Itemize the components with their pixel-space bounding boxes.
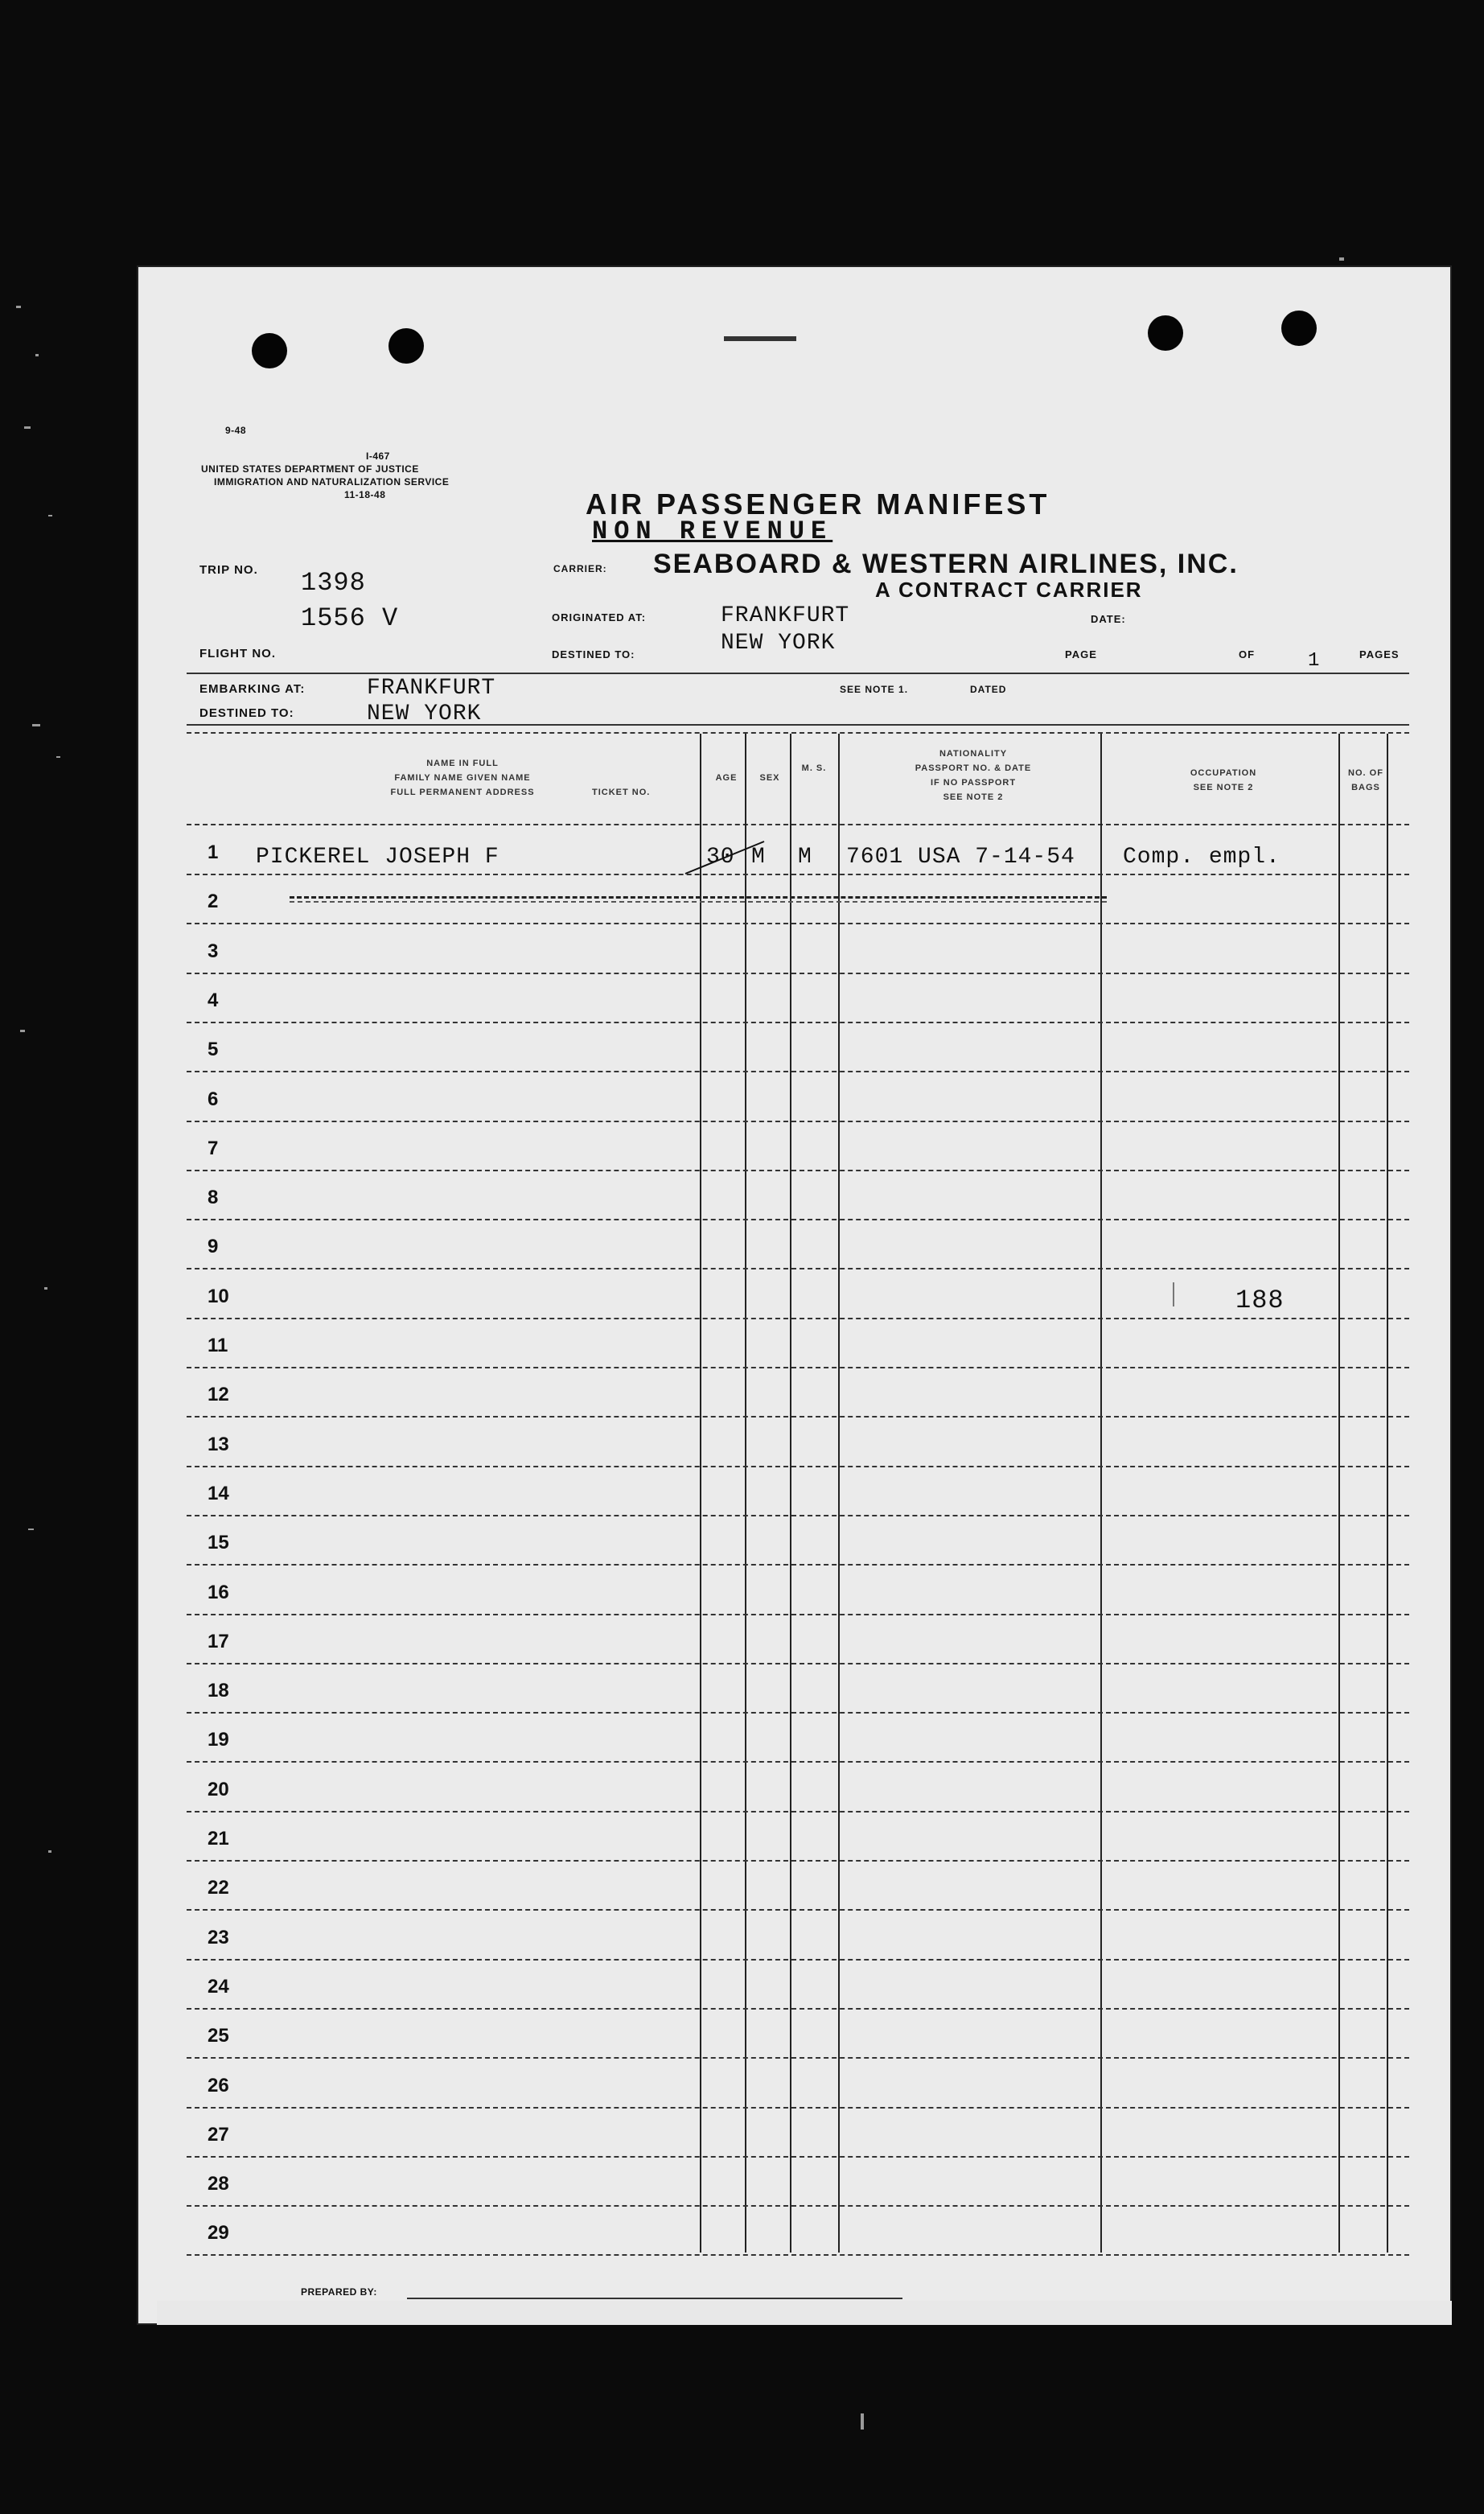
column-header-ms: M. S. xyxy=(801,763,827,773)
row-rule xyxy=(187,2057,1409,2059)
row-rule xyxy=(187,1761,1409,1763)
row-number: 10 xyxy=(208,1285,229,1307)
row-number: 20 xyxy=(208,1778,229,1800)
row-number: 16 xyxy=(208,1581,229,1603)
punch-hole-4 xyxy=(1281,311,1317,346)
row-number: 8 xyxy=(208,1187,219,1209)
page-total: 1 xyxy=(1308,650,1321,672)
row-rule xyxy=(187,1712,1409,1714)
punch-hole-3 xyxy=(1148,315,1183,351)
row-number: 6 xyxy=(208,1088,219,1110)
row-rule xyxy=(187,2107,1409,2109)
row-number: 7 xyxy=(208,1137,219,1159)
flight-no-label: FLIGHT NO. xyxy=(199,647,276,660)
row-rule xyxy=(187,1219,1409,1220)
row-rule xyxy=(187,1318,1409,1319)
row-rule xyxy=(187,2254,1409,2256)
column-header-nationality: NATIONALITY PASSPORT NO. & DATE IF NO PASSPORT SEE NOTE 2 xyxy=(915,749,1032,802)
row-2-strike-line-2 xyxy=(290,901,1107,903)
agency-line-2: IMMIGRATION AND NATURALIZATION SERVICE xyxy=(214,476,450,488)
column-header-age: AGE xyxy=(715,773,738,783)
header-rule-mid xyxy=(187,724,1409,726)
row-number: 2 xyxy=(208,891,219,913)
row-number: 11 xyxy=(208,1335,228,1356)
pages-label: PAGES xyxy=(1359,648,1400,660)
column-header-occupation: OCCUPATION SEE NOTE 2 xyxy=(1190,768,1257,792)
row-rule xyxy=(187,2205,1409,2207)
form-number: I-467 xyxy=(366,451,390,462)
column-divider-age xyxy=(700,734,701,2253)
manifest-paper-bottom xyxy=(157,2301,1452,2325)
row-number: 21 xyxy=(208,1828,229,1849)
row-rule xyxy=(187,1860,1409,1862)
row-rule xyxy=(187,1466,1409,1467)
row-rule xyxy=(187,1564,1409,1566)
row-number: 13 xyxy=(208,1433,229,1455)
row-number: 5 xyxy=(208,1039,219,1061)
row-rule xyxy=(187,1268,1409,1269)
row-rule xyxy=(187,1614,1409,1615)
row-rule xyxy=(187,1959,1409,1961)
row-occupation: Comp. empl. xyxy=(1123,845,1281,870)
originated-label: ORIGINATED AT: xyxy=(552,611,647,623)
carrier-label: CARRIER: xyxy=(553,563,607,574)
originated-value: FRANKFURT xyxy=(721,603,850,628)
row-number: 25 xyxy=(208,2025,229,2047)
row-nationality: 7601 USA 7-14-54 xyxy=(846,845,1075,870)
manifest-title: AIR PASSENGER MANIFEST xyxy=(586,488,1050,520)
carrier-type: A CONTRACT CARRIER xyxy=(875,578,1143,602)
row-ms: M xyxy=(798,845,812,870)
row-rule xyxy=(187,2008,1409,2010)
page-label: PAGE xyxy=(1065,648,1097,660)
stamp-tick xyxy=(1173,1282,1174,1306)
of-label: OF xyxy=(1239,648,1256,660)
row-rule xyxy=(187,2156,1409,2158)
row-rule xyxy=(187,923,1409,924)
destined-label: DESTINED TO: xyxy=(552,648,635,660)
stamp-number: 188 xyxy=(1235,1286,1285,1315)
column-header-name: NAME IN FULL FAMILY NAME GIVEN NAME FULL PERMANENT ADDRESS xyxy=(390,759,535,797)
row-sex: M xyxy=(751,845,766,870)
row-rule xyxy=(187,1121,1409,1122)
prepared-by-label: PREPARED BY: xyxy=(301,2286,377,2298)
row-rule xyxy=(187,1515,1409,1516)
see-note-label: SEE NOTE 1. xyxy=(840,684,909,695)
column-header-bags: NO. OF BAGS xyxy=(1348,768,1383,792)
row-rule xyxy=(187,1811,1409,1812)
header-rule-bottom xyxy=(187,732,1409,734)
row-number: 27 xyxy=(208,2123,229,2146)
row-rule xyxy=(187,1071,1409,1072)
manifest-subtitle: NON REVENUE xyxy=(592,516,833,546)
agency-line-1: UNITED STATES DEPARTMENT OF JUSTICE xyxy=(201,463,419,475)
form-code: 9-48 xyxy=(225,425,247,436)
row-number: 22 xyxy=(208,1877,229,1899)
row-number: 23 xyxy=(208,1926,229,1948)
column-divider-sex xyxy=(745,734,746,2253)
date-label: DATE: xyxy=(1091,613,1126,625)
embarking-value: FRANKFURT xyxy=(367,676,496,701)
form-date: 11-18-48 xyxy=(344,489,386,500)
column-divider-last xyxy=(1387,734,1388,2253)
embarking-label: EMBARKING AT: xyxy=(199,682,306,696)
row-number: 24 xyxy=(208,1975,229,1998)
prepared-by-line xyxy=(407,2298,902,2299)
row-age: 30 xyxy=(706,845,735,870)
row-number: 15 xyxy=(208,1532,229,1554)
row-rule xyxy=(187,1416,1409,1417)
row-number: 26 xyxy=(208,2074,229,2096)
header-rule-top xyxy=(187,673,1409,674)
row-name: PICKEREL JOSEPH F xyxy=(256,845,499,870)
trip-no-label: TRIP NO. xyxy=(199,563,258,577)
row-rule xyxy=(187,1367,1409,1368)
column-header-sex: SEX xyxy=(759,773,780,783)
row-number: 3 xyxy=(208,940,219,962)
row-number: 18 xyxy=(208,1680,229,1702)
carrier-name: SEABOARD & WESTERN AIRLINES, INC. xyxy=(653,549,1239,579)
punch-hole-2 xyxy=(388,328,424,364)
dated-label: DATED xyxy=(970,684,1007,695)
row-2-strike-line xyxy=(290,896,1107,899)
column-divider-nationality xyxy=(838,734,840,2253)
flight-no-value: 1556 V xyxy=(301,603,399,633)
row-rule xyxy=(187,1909,1409,1911)
row-number: 19 xyxy=(208,1729,229,1751)
column-divider-occupation xyxy=(1100,734,1102,2253)
row-number: 4 xyxy=(208,989,219,1011)
column-divider-bags xyxy=(1338,734,1340,2253)
trip-no-value: 1398 xyxy=(301,568,366,598)
row-number: 29 xyxy=(208,2222,229,2244)
age-slash-mark xyxy=(684,837,772,877)
row-rule xyxy=(187,1663,1409,1664)
row-number: 28 xyxy=(208,2173,229,2195)
column-divider-ms xyxy=(790,734,791,2253)
destined-value: NEW YORK xyxy=(721,631,836,656)
row-number: 14 xyxy=(208,1482,229,1504)
ink-mark xyxy=(724,336,796,341)
punch-hole-1 xyxy=(252,333,287,368)
row-rule xyxy=(187,973,1409,974)
row-number: 17 xyxy=(208,1630,229,1652)
row-rule xyxy=(187,1022,1409,1023)
row-number: 12 xyxy=(208,1384,229,1406)
row-number: 9 xyxy=(208,1236,219,1258)
column-header-ticket: TICKET NO. xyxy=(592,788,651,797)
row-rule xyxy=(187,874,1409,875)
column-header-rule xyxy=(187,824,1409,825)
row-number: 1 xyxy=(208,841,219,863)
destined2-value: NEW YORK xyxy=(367,702,482,726)
row-rule xyxy=(187,1170,1409,1171)
destined2-label: DESTINED TO: xyxy=(199,706,294,720)
